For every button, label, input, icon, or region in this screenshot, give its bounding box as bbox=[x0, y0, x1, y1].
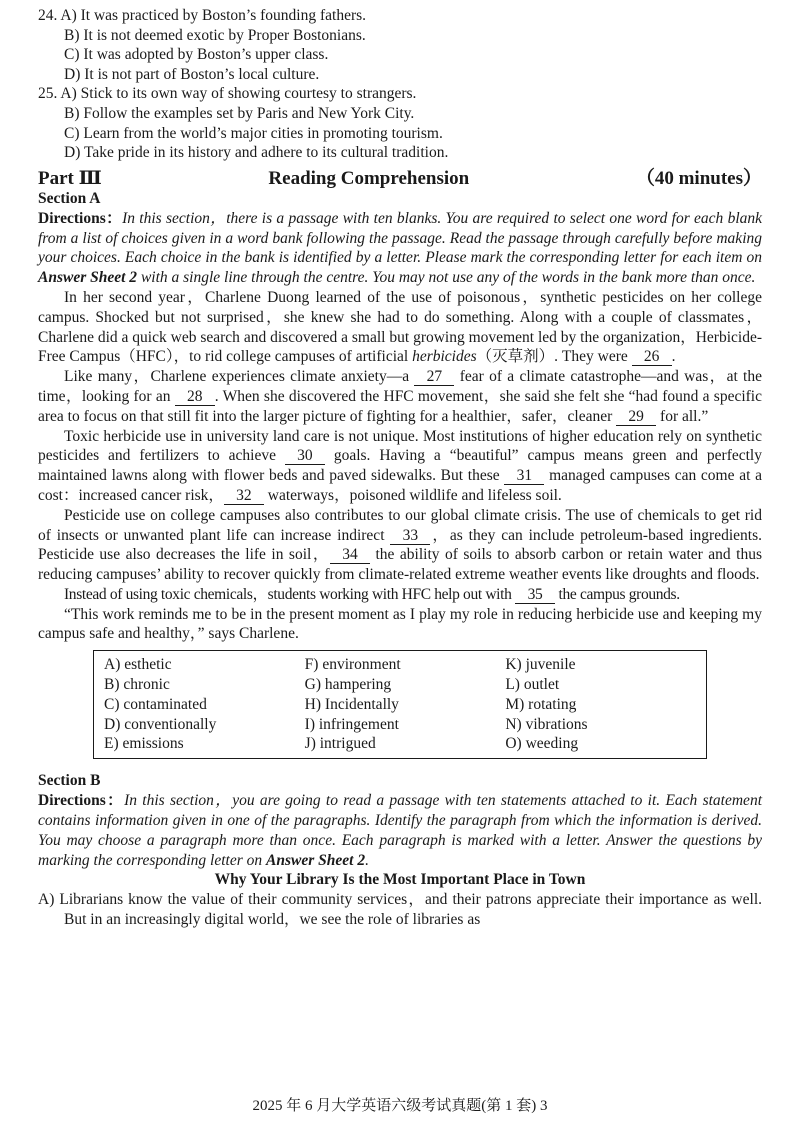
blank-35[interactable]: 35 bbox=[515, 587, 555, 604]
blank-27[interactable]: 27 bbox=[414, 369, 454, 386]
word-choice: M) rotating bbox=[505, 695, 577, 713]
option-a: A) Stick to its own way of showing courtesy to strangers. bbox=[60, 85, 417, 103]
part-title: Reading Comprehension bbox=[268, 167, 470, 189]
word-choice: N) vibrations bbox=[505, 715, 588, 733]
passage-paragraph-4: Pesticide use on college campuses also contributes to our global climate crisis. The use of chemicals to get rid of insects or unwanted plant life can increase indirect 33 ，as they can include petroleum-based ingredients. Pesticide use also decreases the life in soil， 34 the ability of soils to absorb carbon or retain water and thus reducing campuses’ ability to recover quickly from climate-related extreme weather events like droughts and floods. bbox=[38, 506, 762, 584]
article-paragraph-a: A) Librarians know the value of their community services，and their patrons appreciate their importance as well. But in an increasingly digital world，we see the role of libraries as bbox=[38, 891, 762, 929]
passage-paragraph-6: “This work reminds me to be in the present moment as I play my role in reducing herbicide use and keeping my campus safe and healthy，” says Charlene. bbox=[38, 605, 762, 643]
blank-30[interactable]: 30 bbox=[285, 448, 325, 465]
option-c: C) It was adopted by Boston’s upper class. bbox=[64, 46, 329, 64]
passage-paragraph-5: Instead of using toxic chemicals，students working with HFC help out with 35 the campus grounds. bbox=[64, 585, 680, 603]
directions-label: Directions： bbox=[38, 792, 125, 810]
blank-32[interactable]: 32 bbox=[224, 488, 264, 505]
section-b-heading: Section B bbox=[38, 772, 101, 790]
word-choice: A) esthetic bbox=[104, 656, 172, 674]
word-bank-column-2 bbox=[305, 655, 506, 754]
paragraph-letter: A) bbox=[38, 891, 55, 909]
word-choice: L) outlet bbox=[505, 676, 560, 694]
blank-26[interactable]: 26 bbox=[632, 349, 672, 366]
word-bank-column-1 bbox=[104, 655, 305, 754]
blank-29[interactable]: 29 bbox=[616, 409, 656, 426]
blank-31[interactable]: 31 bbox=[504, 468, 544, 485]
word-choice: B) chronic bbox=[104, 676, 170, 694]
question-24 bbox=[38, 6, 762, 84]
option-b: B) Follow the examples set by Paris and New York City. bbox=[64, 104, 415, 122]
passage-paragraph-3: Toxic herbicide use in university land care is not unique. Most institutions of higher education rely on synthetic pesticides and fertilizers to achieve 30 goals. Having a “beautiful” campus means green and perfectly maintained lawns along with flower beds and paved sidewalks. But these 31 managed campuses can come at a cost：increased cancer risk， 32 waterways，poisoned wildlife and lifeless soil. bbox=[38, 427, 762, 504]
article-title: Why Your Library Is the Most Important Place in Town bbox=[214, 871, 586, 889]
word-choice: K) juvenile bbox=[505, 656, 576, 674]
option-d: D) Take pride in its history and adhere to its cultural tradition. bbox=[64, 144, 449, 162]
blank-28[interactable]: 28 bbox=[175, 389, 215, 406]
option-a: A) It was practiced by Boston’s founding fathers. bbox=[60, 7, 367, 24]
word-choice: F) environment bbox=[304, 656, 401, 674]
directions-label: Directions： bbox=[38, 209, 123, 227]
passage-paragraph-2: Like many，Charlene experiences climate anxiety—a 27 fear of a climate catastrophe—and was，at the time，looking for an 28 . When she discovered the HFC movement，she said she felt she “had found a specific area to focus on that still fit into the larger picture of fighting for a healthier，safer，cleaner 29 for all.” bbox=[38, 368, 762, 425]
part-time: （40 minutes） bbox=[635, 167, 762, 189]
part-label: Part Ⅲ bbox=[38, 167, 102, 189]
section-a-heading: Section A bbox=[38, 189, 101, 207]
word-choice: G) hampering bbox=[304, 676, 392, 694]
word-choice: E) emissions bbox=[104, 735, 184, 753]
word-choice: H) Incidentally bbox=[304, 695, 399, 713]
page-footer: 2025 年 6 月大学英语六级考试真题(第 1 套) 3 bbox=[252, 1098, 548, 1114]
option-b: B) It is not deemed exotic by Proper Bostonians. bbox=[64, 26, 366, 44]
blank-34[interactable]: 34 bbox=[330, 547, 370, 564]
question-25 bbox=[38, 84, 762, 162]
word-choice: I) infringement bbox=[304, 715, 399, 733]
word-choice: O) weeding bbox=[505, 735, 579, 753]
word-choice: C) contaminated bbox=[104, 695, 207, 713]
section-b-directions: Directions：In this section，you are going to read a passage with ten statements attached to it. Each statement contains information given in one of the paragraphs. Identify the paragraph from which the information is derived. You may choose a paragraph more than once. Each paragraph is marked with a letter. Answer the questions by marking the corresponding letter on Answer Sheet 2. bbox=[38, 792, 762, 869]
question-number: 24. bbox=[38, 7, 58, 24]
part-header bbox=[38, 163, 762, 189]
word-bank bbox=[93, 650, 707, 759]
option-c: C) Learn from the world’s major cities in promoting tourism. bbox=[64, 124, 443, 142]
question-number: 25. bbox=[38, 85, 58, 103]
word-bank-column-3 bbox=[505, 655, 706, 754]
option-d: D) It is not part of Boston’s local culture. bbox=[64, 65, 320, 83]
passage-paragraph-1: In her second year，Charlene Duong learned of the use of poisonous，synthetic pesticides on her college campus. Shocked but not surprised，she knew she had to do something. Along with a couple of classmates，Charlene did a quick web search and discovered a small but growing movement led by the organization，Herbicide-Free Campus（HFC），to rid college campuses of artificial herbicides（灭草剂）. They were 26 . bbox=[38, 288, 762, 366]
word-choice: J) intrigued bbox=[304, 735, 376, 753]
section-a-directions: Directions：In this section，there is a passage with ten blanks. You are required to select one word for each blank from a list of choices given in a word bank following the passage. Read the passage through carefully before making your choices. Each choice in the bank is identified by a letter. Please mark the corresponding letter for each item on Answer Sheet 2 with a single line through the centre. You may not use any of the words in the bank more than once. bbox=[38, 209, 763, 287]
blank-33[interactable]: 33 bbox=[390, 528, 430, 545]
word-choice: D) conventionally bbox=[104, 715, 217, 733]
